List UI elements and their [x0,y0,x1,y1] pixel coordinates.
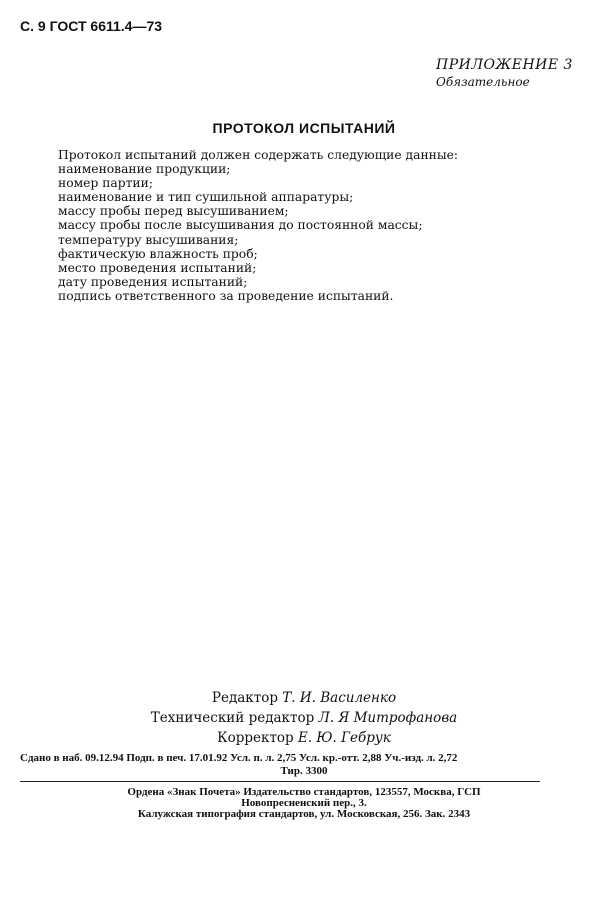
body-line: Протокол испытаний должен содержать следующие данные: [58,148,459,162]
imprint: Сдано в наб. 09.12.94 Подп. в печ. 17.01.92 Усл. п. л. 2,75 Усл. кр.-отт. 2,88 Уч.-изд. л. 2,72 [20,752,458,764]
body-line: подпись ответственного за проведение испытаний. [58,288,394,303]
credit-tech-editor [0,710,608,726]
body-line: наименование и тип сушильной аппаратуры; [58,190,354,205]
section-title: ПРОТОКОЛ ИСПЫТАНИЙ [212,120,396,136]
body-text [58,148,458,303]
credit-role: Корректор [217,730,294,746]
body-line: наименование продукции; [58,162,231,177]
credit-role: Редактор [211,690,278,706]
print-run: Тир. 3300 [280,765,328,777]
credit-corrector [0,730,608,746]
page-header: С. 9 ГОСТ 6611.4—73 [20,18,163,34]
credit-name: Е. Ю. Гебрук [297,730,391,746]
body-line: фактическую влажность проб; [58,246,258,261]
body-line: номер партии; [58,176,153,191]
credit-name: Л. Я Митрофанова [318,710,458,726]
credit-name: Т. И. Василенко [282,690,397,706]
appendix-title: ПРИЛОЖЕНИЕ 3 [436,57,573,73]
publisher-line: Ордена «Знак Почета» Издательство стандартов, 123557, Москва, ГСП [127,786,481,798]
publisher-line: Калужская типография стандартов, ул. Московская, 256. Зак. 2343 [137,808,471,820]
body-line: дату проведения испытаний; [58,274,248,289]
body-line: температуру высушивания; [58,232,239,247]
publisher-line: Новопресненский пер., 3. [241,797,367,809]
body-line: место проведения испытаний; [58,260,257,275]
body-line: массу пробы после высушивания до постоянной массы; [58,218,423,233]
body-line: массу пробы перед высушиванием; [58,204,289,219]
appendix-subtitle: Обязательное [436,75,530,89]
divider [20,781,540,782]
credit-editor [0,690,608,706]
credit-role: Технический редактор [150,710,315,726]
